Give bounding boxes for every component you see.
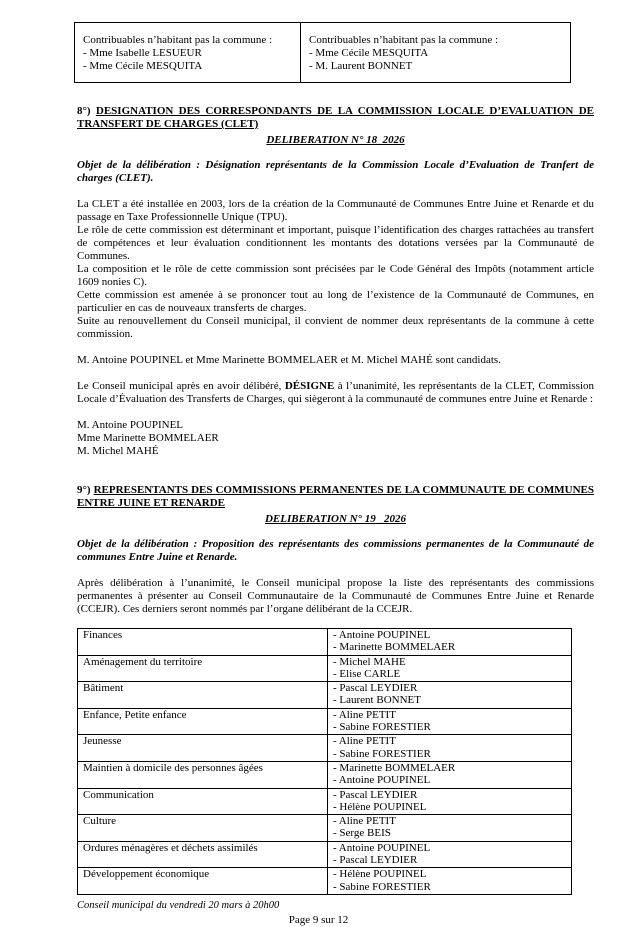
commission-cell [78,708,328,735]
commission-label: Développement économique [83,868,210,881]
commission-label: Bâtiment [83,682,124,695]
designated-name: Mme Marinette BOMMELAER [77,432,219,444]
taxpayers-cell-left [75,23,301,83]
designated-name: M. Michel MAHÉ [77,445,159,457]
table-row [78,868,572,895]
commission-cell [78,761,328,788]
page-number: Page 9 sur 12 [288,913,349,926]
table-row [78,735,572,762]
table-row [78,815,572,842]
members-cell [328,841,572,868]
table-row [78,761,572,788]
members-cell [328,788,572,815]
section-number: 9°) [77,484,94,496]
deliberation-title: DELIBERATION N° 19 _2026 [264,513,406,525]
commissions-table [77,628,572,895]
members-cell [328,868,572,895]
list-line: - M. Laurent BONNET [309,60,413,72]
members-cell [328,708,572,735]
section-8-heading [77,105,594,131]
member-line: - Pascal LEYDIER [333,682,418,695]
member-line: - Marinette BOMMELAER [333,641,456,654]
paragraph: Après délibération à l’unanimité, le Conseil municipal propose la liste des représentants des commissions permanentes à présenter au Conseil Communautaire de la Communauté de Communes Entre Juine et Renarde (CCEJR). Ces derniers seront nommés par l’organe délibérant de la CCEJR. [77,577,594,615]
commission-cell [78,868,328,895]
list-line: - Mme Cécile MESQUITA [83,60,203,72]
members-cell [328,815,572,842]
member-line: - Serge BEIS [333,827,391,840]
commission-label: Ordures ménagères et déchets assimilés [83,841,258,854]
section-number: 8°) [77,105,96,117]
member-line: - Hélène POUPINEL [333,800,427,813]
member-line: - Laurent BONNET [333,694,421,707]
taxpayers-cell-right [301,23,571,83]
paragraph: Cette commission est amenée à se prononcer tout au long de l’existence de la Communauté de Communes, en particulier en cas de nouveaux transferts de charges. [77,289,594,314]
member-line: - Hélène POUPINEL [333,868,427,881]
members-cell [328,735,572,762]
paragraph: Suite au renouvellement du Conseil municipal, il convient de nommer deux représentants de la commune à cette commission. [77,315,594,340]
member-line: - Elise CARLE [333,667,401,680]
members-cell [328,761,572,788]
commission-label: Aménagement du territoire [83,655,203,668]
commission-label: Jeunesse [83,735,122,748]
heading-line-1: 8°) DESIGNATION DES CORRESPONDANTS DE LA COMMISSION LOCALE D’EVALUATION DE [77,105,594,117]
section-8-body [77,198,594,341]
members-cell [328,655,572,682]
commission-cell [78,682,328,709]
resolution-line: Le Conseil municipal après en avoir délibéré, DÉSIGNE à l’unanimité, les représentants de la CLET, Commission Locale d’Évaluation des Transferts de Charges, qui siègeront à la communauté de communes entre Juine et Renarde : [77,380,594,405]
members-cell [328,629,572,656]
footer-note: Conseil municipal du vendredi 20 mars à 20h00 [77,899,280,911]
member-line: - Pascal LEYDIER [333,788,418,801]
member-line: - Aline PETIT [333,708,396,721]
designated-names [77,419,594,458]
objet-line: Objet de la délibération : Désignation représentants de la Commission Locale d’Evaluation de Tranfert de charges (CLET). [77,159,594,184]
table-row [78,788,572,815]
deliberation-title: DELIBERATION N° 18_2026 [266,134,405,146]
cell-title: Contribuables n’habitant pas la commune : [309,34,499,46]
member-line: - Sabine FORESTIER [333,747,431,760]
objet-line: Objet de la délibération : Proposition des représentants des commissions permanentes de la Communauté de communes Entre Juine et Renarde. [77,538,594,563]
heading-line-2: ENTRE JUINE ET RENARDE [77,497,226,509]
table-row [75,23,571,83]
table-row [78,655,572,682]
commission-cell [78,655,328,682]
heading-line-1: 9°) REPRESENTANTS DES COMMISSIONS PERMANENTES DE LA COMMUNAUTE DE COMMUNES [77,484,594,496]
commission-cell [78,815,328,842]
table-row [78,841,572,868]
commission-cell [78,841,328,868]
paragraph: La composition et le rôle de cette commission sont précisées par le Code Général des Impôts (notamment article 1609 nonies C). [77,263,594,288]
member-line: - Marinette BOMMELAER [333,761,456,774]
member-line: - Sabine FORESTIER [333,721,431,734]
commission-cell [78,629,328,656]
members-cell [328,682,572,709]
list-line: - Mme Cécile MESQUITA [309,47,429,59]
member-line: - Aline PETIT [333,735,396,748]
list-line: - Mme Isabelle LESUEUR [83,47,202,59]
taxpayers-table [74,22,571,83]
resolution-verb: DÉSIGNE [284,380,335,392]
commissions-table-body [78,629,572,895]
member-line: - Michel MAHE [333,655,406,668]
member-line: - Pascal LEYDIER [333,854,418,867]
member-line: - Aline PETIT [333,815,396,828]
member-line: - Antoine POUPINEL [333,629,431,641]
commission-label: Culture [83,815,116,828]
commission-label: Enfance, Petite enfance [83,708,187,721]
designated-name: M. Antoine POUPINEL [77,419,184,431]
table-row [78,682,572,709]
commission-label: Communication [83,788,154,801]
cell-title: Contribuables n’habitant pas la commune : [83,34,273,46]
heading-line-2: TRANSFERT DE CHARGES (CLET) [77,118,259,130]
section-9-heading [77,484,594,510]
member-line: - Antoine POUPINEL [333,841,431,854]
paragraph: La CLET a été installée en 2003, lors de la création de la Communauté de Communes Entre Juine et Renarde et du passage en Taxe Professionnelle Unique (TPU). [77,198,594,223]
table-row [78,708,572,735]
candidates-line: M. Antoine POUPINEL et Mme Marinette BOMMELAER et M. Michel MAHÉ sont candidats. [77,354,501,366]
paragraph: Le rôle de cette commission est déterminant et important, puisque l’identification des charges rattachées au transfert de compétences et leur évaluation conditionnent les montants des dotations versées par la Communauté de Communes. [77,224,594,262]
commission-cell [78,735,328,762]
commission-label: Finances [83,629,123,641]
commission-cell [78,788,328,815]
member-line: - Sabine FORESTIER [333,880,431,893]
member-line: - Antoine POUPINEL [333,774,431,787]
commission-label: Maintien à domicile des personnes âgées [83,761,263,774]
table-row [78,629,572,656]
